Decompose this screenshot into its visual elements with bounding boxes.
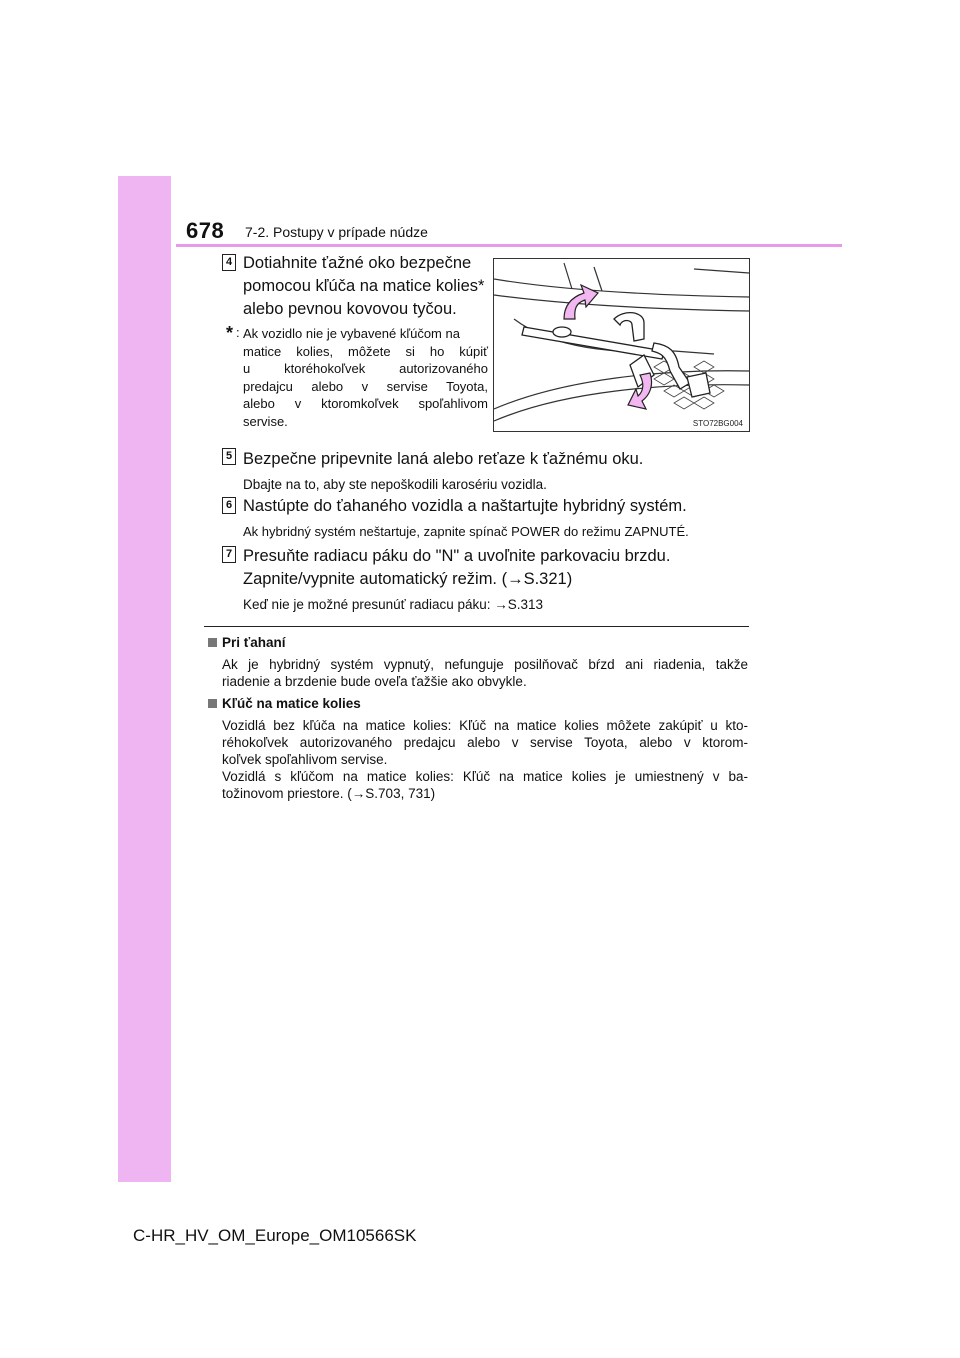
step-7-line-2: Zapnite/vypnite automatický režim. (→S.321) — [243, 570, 573, 588]
step-4-line-2: pomocou kľúča na matice kolies* — [243, 277, 485, 295]
note-line: tožinovom priestore. (→S.703, 731) — [222, 786, 436, 801]
footnote-marker: * — [226, 323, 234, 343]
document-code: C-HR_HV_OM_Europe_OM10566SK — [133, 1226, 417, 1245]
footnote-line: predajcu alebo v servise Toyota, — [243, 378, 488, 394]
figure-id: STO72BG004 — [692, 419, 743, 428]
note-line: Vozidlá s kľúčom na matice kolies: Kľúč na matice kolies je umiestnený v ba- — [222, 769, 748, 784]
note-title: Kľúč na matice kolies — [222, 696, 361, 711]
step-5-note: Dbajte na to, aby ste nepoškodili karosériu vozidla. — [243, 477, 547, 492]
step-5-text: Bezpečne pripevnite laná alebo reťaze k ťažnému oku. — [243, 450, 644, 468]
note-heading-wrench — [208, 696, 361, 711]
page-number: 678 — [186, 218, 225, 243]
note-body-wrench — [222, 717, 748, 802]
footnote-line: matice kolies, môžete si ho kúpiť — [243, 343, 488, 359]
note-line: koľvek spoľahlivom servise. — [222, 752, 388, 767]
square-bullet-icon — [208, 638, 217, 647]
step-6-text: Nastúpte do ťahaného vozidla a naštartujte hybridný systém. — [243, 497, 687, 515]
step-6-note: Ak hybridný systém neštartuje, zapnite spínač POWER do režimu ZAPNUTÉ. — [243, 524, 689, 539]
step-number-6: 6 — [222, 497, 236, 514]
footnote-line: u ktoréhokoľvek autorizovaného — [243, 361, 488, 376]
square-bullet-icon — [208, 699, 217, 708]
note-title: Pri ťahaní — [222, 635, 286, 650]
footnote-colon: : — [236, 325, 240, 340]
note-line: Ak je hybridný systém vypnutý, nefunguje posilňovač bŕzd ani riadenia, takže — [222, 657, 748, 672]
step-number-7: 7 — [222, 546, 236, 563]
note-line: réhokoľvek autorizovaného predajcu alebo v servise Toyota, alebo v ktorom- — [222, 735, 748, 750]
header-rule — [176, 244, 842, 247]
note-heading-towing — [208, 635, 286, 650]
step-number-4: 4 — [222, 254, 236, 271]
footnote-line: Ak vozidlo nie je vybavené kľúčom na — [243, 326, 460, 341]
step-4-line-1: Dotiahnite ťažné oko bezpečne — [243, 254, 472, 272]
step-7-note: Keď nie je možné presunúť radiacu páku: →S.313 — [243, 597, 544, 612]
section-divider — [204, 626, 749, 627]
footnote-line: alebo v ktoromkoľvek spoľahlivom — [243, 396, 488, 411]
section-title: 7-2. Postupy v prípade núdze — [245, 224, 428, 240]
tow-eye-wrench-illustration-icon — [494, 259, 749, 431]
side-color-strip — [118, 176, 171, 1182]
footnote-line: servise. — [243, 413, 288, 429]
step-4-line-3: alebo pevnou kovovou tyčou. — [243, 300, 457, 318]
tow-eye-illustration — [493, 258, 750, 432]
note-body-towing — [222, 656, 748, 690]
note-line: Vozidlá bez kľúča na matice kolies: Kľúč na matice kolies môžete zakúpiť u kto- — [222, 718, 748, 733]
note-line: riadenie a brzdenie bude oveľa ťažšie ako obvykle. — [222, 674, 527, 689]
step-number-5: 5 — [222, 448, 236, 465]
step-7-line-1: Presuňte radiacu páku do "N" a uvoľnite parkovaciu brzdu. — [243, 547, 671, 565]
